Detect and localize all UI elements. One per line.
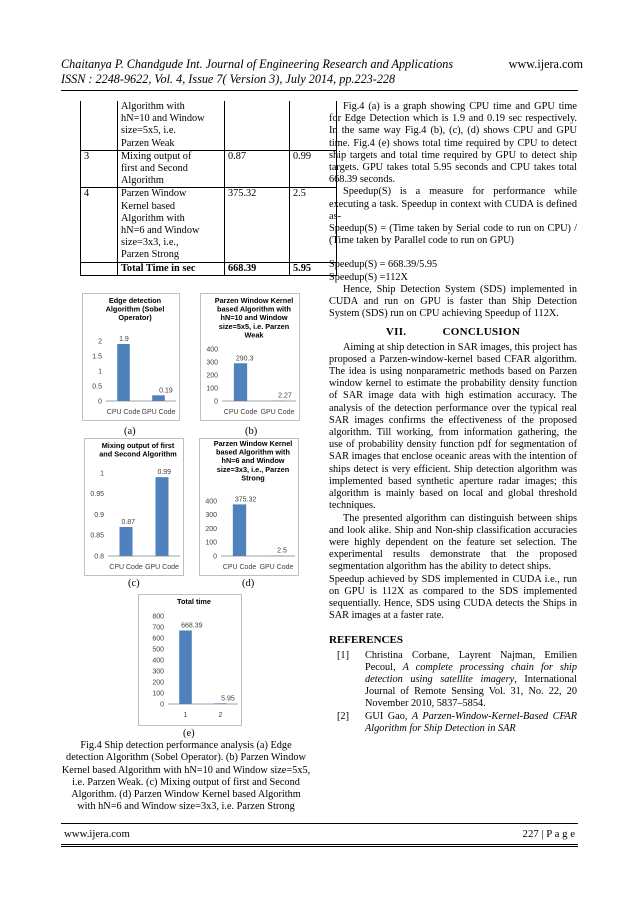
bar-cpu-code [234, 363, 247, 401]
paragraph-speedup-conclusion: Hence, Ship Detection System (SDS) implemented in CUDA and run on GPU is faster than Ship Detection System (SDS) run on CPU achieving Speedup of 112X. [329, 283, 577, 320]
bar-1 [179, 630, 192, 704]
bar-cpu-code [233, 504, 246, 556]
page-footer [61, 823, 578, 847]
section-title: CONCLUSION [442, 326, 521, 339]
y-tick-label: 0.85 [90, 532, 104, 540]
panel-label-c: (c) [128, 578, 140, 589]
data-label: 2.5 [277, 547, 287, 555]
algorithm-name-line: hN=10 and Window [121, 113, 205, 125]
running-header [61, 57, 453, 87]
category-label: CPU Code [109, 564, 143, 571]
data-label: 2.27 [278, 392, 292, 400]
chart-title-line: Weak [244, 330, 264, 340]
chart-b [200, 293, 300, 421]
y-tick-label: 100 [205, 539, 217, 547]
chart-title-line: Strong [241, 473, 265, 483]
y-tick-label: 300 [206, 359, 218, 367]
algorithm-name-line: Parzen Weak [121, 137, 175, 149]
cpu-time-cell [225, 101, 290, 150]
row-number-cell: 4 [81, 188, 118, 262]
reference-1-title: A complete processing chain for ship detection using satellite imagery [365, 661, 577, 685]
conclusion-paragraph-2: The presented algorithm can distinguish between ships and look alike. Ship and Non-ship classification accuracies were highly dependent on the feature set selection. The experimental results demonstrate that the proposed segmentation algorithm has the ability to detect ships. [329, 512, 577, 573]
y-tick-label: 400 [206, 346, 218, 354]
panel-label-e: (e) [183, 728, 195, 739]
timing-table [80, 101, 337, 276]
algorithm-name-line: Mixing output of [121, 150, 192, 162]
table-row [81, 262, 337, 275]
algorithm-name-cell [118, 101, 225, 150]
category-label: GPU Code [259, 564, 294, 571]
table-row [81, 188, 337, 262]
algorithm-name-line: Total Time in sec [121, 262, 196, 274]
right-column [329, 101, 577, 735]
category-label: CPU Code [223, 409, 258, 416]
reference-2-authors: GUI Gao, [365, 710, 412, 722]
chart-title-line: and Second Algorithm [99, 449, 177, 459]
algorithm-name-cell [118, 150, 225, 188]
section-heading [329, 326, 577, 338]
speedup-formula: Speedup(S) = (Time taken by Serial code to run on CPU) / (Time taken by Parallel code to run on GPU) [329, 223, 577, 247]
chart-a [82, 293, 180, 421]
conclusion-paragraph-3: Speedup achieved by SDS implemented in CUDA i.e., run on GPU is 112X as compared to the SDS implemented sequentially. Hence, SDS using CUDA detects the Ships in SAR images at a faster rate. [329, 573, 577, 622]
chart-title-line: size=5x5, i.e. Parzen [218, 321, 290, 331]
chart-d [199, 438, 299, 576]
algorithm-name-line: Algorithm with [121, 101, 185, 112]
algorithm-name-cell [118, 262, 225, 275]
bar-cpu-code [117, 344, 130, 401]
results-table [80, 101, 337, 276]
references-heading: REFERENCES [329, 634, 403, 647]
gpu-time-cell: 5.95 [290, 262, 337, 275]
chart-title-line: size=3x3, i.e., Parzen [216, 464, 290, 474]
row-number-cell: 3 [81, 150, 118, 188]
figure-caption: Fig.4 Ship detection performance analysis (a) Edge detection Algorithm (Sobel Operator). (b) Parzen Window Kernel based Algorithm with hN=10 and Window size=5x5, i.e. Parzen Weak. (c) Mixing output of first and Second Algorithm. (d) Parzen Window Kernel based Algorithm with hN=6 and Window size=3x3, i.e. Parzen Strong [61, 740, 311, 813]
data-label: 668.39 [181, 622, 203, 630]
algorithm-name-line: Algorithm with [121, 212, 185, 224]
table-row [81, 150, 337, 188]
y-tick-label: 0 [214, 398, 218, 406]
category-label: CPU Code [222, 564, 257, 571]
category-label: GPU Code [141, 409, 176, 416]
bar-2 [214, 703, 227, 704]
data-label: 290.3 [235, 355, 254, 363]
reference-1-authors: Christina Corbane, Layrent Najman, Emilien Pecoul, [365, 649, 577, 673]
bar-cpu-code [120, 527, 133, 556]
algorithm-name-line: Parzen Strong [121, 249, 180, 261]
y-tick-label: 0.5 [92, 383, 102, 391]
algorithm-name-line: Kernel based [121, 200, 176, 212]
header-rule [61, 90, 578, 91]
y-tick-label: 100 [152, 690, 164, 698]
bar-gpu-code [156, 477, 169, 556]
y-tick-label: 100 [206, 385, 218, 393]
reference-2-number: [2] [337, 710, 350, 722]
algorithm-name-line: Parzen Window [121, 188, 187, 200]
conclusion-paragraph-1: Aiming at ship detection in SAR images, this project has proposed a Parzen-window-kernel based CFAR algorithm. The idea is using nonparametric methods based on Parzen window kernel to estimate the probability density function of SAR image data with high estimation accuracy. The analysis of the detection performance over the typical real SAR images confirms the effectiveness of the proposed algorithm. Till working, from information gathering, the use of probability density function pdf for segmentation of SAR images that enclose oceanic areas with the intention of ships detect is very efficient. Ship detection algorithm was implemented based synthetic aperture radar images; this algorithm is mainly based on local and global threshold techniques. [329, 341, 577, 512]
bar-gpu-code [152, 395, 165, 401]
paragraph-fig4: Fig.4 (a) is a graph showing CPU time and GPU time for Edge Detection which is 1.9 and 0.19 sec respectively. In the same way Fig.4 (b), (c), (d) shows CPU and GPU time. Fig.4 (e) shows total time required by CPU to detect ship targets and total time required by GPU to detect ship targets. GPU takes total 5.95 seconds and CPU takes total 668.39 seconds. [329, 101, 577, 186]
y-tick-label: 1 [100, 470, 104, 478]
y-tick-label: 1.5 [92, 353, 102, 361]
category-label: CPU Code [106, 409, 141, 416]
y-tick-label: 400 [205, 498, 217, 506]
data-label: 5.95 [221, 695, 235, 703]
data-label: 0.99 [157, 469, 172, 477]
table-row [81, 101, 337, 150]
chart-title-line: Algorithm (Sobel [105, 304, 165, 314]
gpu-time-cell: 2.5 [290, 188, 337, 262]
cpu-time-cell: 668.39 [225, 262, 290, 275]
chart-title-line: hN=6 and Window [221, 456, 285, 466]
speedup-calc: Speedup(S) = 668.39/5.95 [329, 259, 438, 271]
y-tick-label: 200 [205, 525, 217, 533]
reference-2 [329, 711, 577, 735]
panel-label-d: (d) [242, 578, 255, 589]
speedup-result: Speedup(S) =112X [329, 271, 408, 283]
row-number-cell [81, 101, 118, 150]
y-tick-label: 600 [152, 635, 164, 643]
y-tick-label: 0 [160, 701, 164, 709]
chart-title-line: hN=10 and Window [220, 313, 288, 323]
panel-label-a: (a) [124, 426, 136, 437]
chart-title-line: Parzen Window Kernel [214, 296, 294, 305]
y-tick-label: 2 [98, 338, 102, 346]
chart-title-line: Edge detection [108, 296, 162, 305]
y-tick-label: 0 [213, 553, 217, 561]
footer-site: www.ijera.com [64, 828, 130, 840]
chart-title-line: based Algorithm with [216, 447, 290, 457]
y-tick-label: 0.8 [94, 553, 104, 561]
y-tick-label: 0.9 [94, 511, 104, 519]
chart-e [138, 594, 242, 726]
y-tick-label: 300 [152, 668, 164, 676]
reference-1-number: [1] [337, 649, 350, 661]
paragraph-speedup-def: Speedup(S) is a measure for performance while executing a task. Speedup in context with CUDA is defined as- [329, 186, 577, 222]
y-tick-label: 200 [206, 372, 218, 380]
algorithm-name-line: Algorithm [121, 175, 164, 187]
y-tick-label: 300 [205, 512, 217, 520]
y-tick-label: 200 [152, 679, 164, 687]
row-number-cell [81, 262, 118, 275]
data-label: 0.19 [159, 387, 173, 395]
header-journal: Chaitanya P. Chandgude Int. Journal of Engineering Research and Applications [61, 57, 454, 71]
category-label: 1 [183, 712, 188, 719]
category-label: GPU Code [145, 564, 179, 571]
y-tick-label: 400 [152, 657, 164, 665]
category-label: GPU Code [260, 409, 295, 416]
algorithm-name-line: hN=6 and Window [121, 225, 200, 237]
section-number: VII. [385, 326, 407, 339]
data-label: 0.87 [121, 518, 136, 526]
data-label: 375.32 [234, 496, 257, 504]
chart-title-line: Total time [177, 597, 211, 606]
y-tick-label: 700 [152, 624, 164, 632]
algorithm-name-line: size=3x3, i.e., [121, 237, 179, 249]
cpu-time-cell: 375.32 [225, 188, 290, 262]
category-label: 2 [218, 712, 223, 719]
algorithm-name-cell [118, 188, 225, 262]
header-site: www.ijera.com [508, 57, 583, 71]
y-tick-label: 0.95 [90, 491, 104, 499]
reference-2-title: A Parzen-Window-Kernel-Based CFAR Algorithm for Ship Detection in SAR [365, 710, 577, 734]
chart-title-line: Mixing output of first [101, 441, 175, 450]
reference-1-details: , International Journal of Remote Sensing Vol. 31, No. 22, 20 November 2010, 5837–5854. [365, 673, 577, 710]
gpu-time-cell: 0.99 [290, 150, 337, 188]
chart-title-line: Parzen Window Kernel [213, 439, 293, 448]
y-tick-label: 500 [152, 646, 164, 654]
cpu-time-cell: 0.87 [225, 150, 290, 188]
algorithm-name-line: first and Second [121, 163, 188, 175]
footer-page: 227 | P a g e [522, 828, 575, 840]
data-label: 1.9 [119, 336, 129, 343]
header-issn: ISSN : 2248-9622, Vol. 4, Issue 7( Version 3), July 2014, pp.223-228 [61, 72, 396, 86]
reference-1 [329, 650, 577, 711]
chart-title-line: based Algorithm with [217, 304, 291, 314]
y-tick-label: 0 [98, 398, 102, 406]
chart-title-line: Operator) [118, 313, 152, 323]
y-tick-label: 800 [152, 613, 164, 621]
panel-label-b: (b) [245, 426, 258, 437]
y-tick-label: 1 [98, 368, 102, 376]
chart-c [84, 438, 184, 576]
algorithm-name-line: size=5x5, i.e. [121, 125, 176, 137]
